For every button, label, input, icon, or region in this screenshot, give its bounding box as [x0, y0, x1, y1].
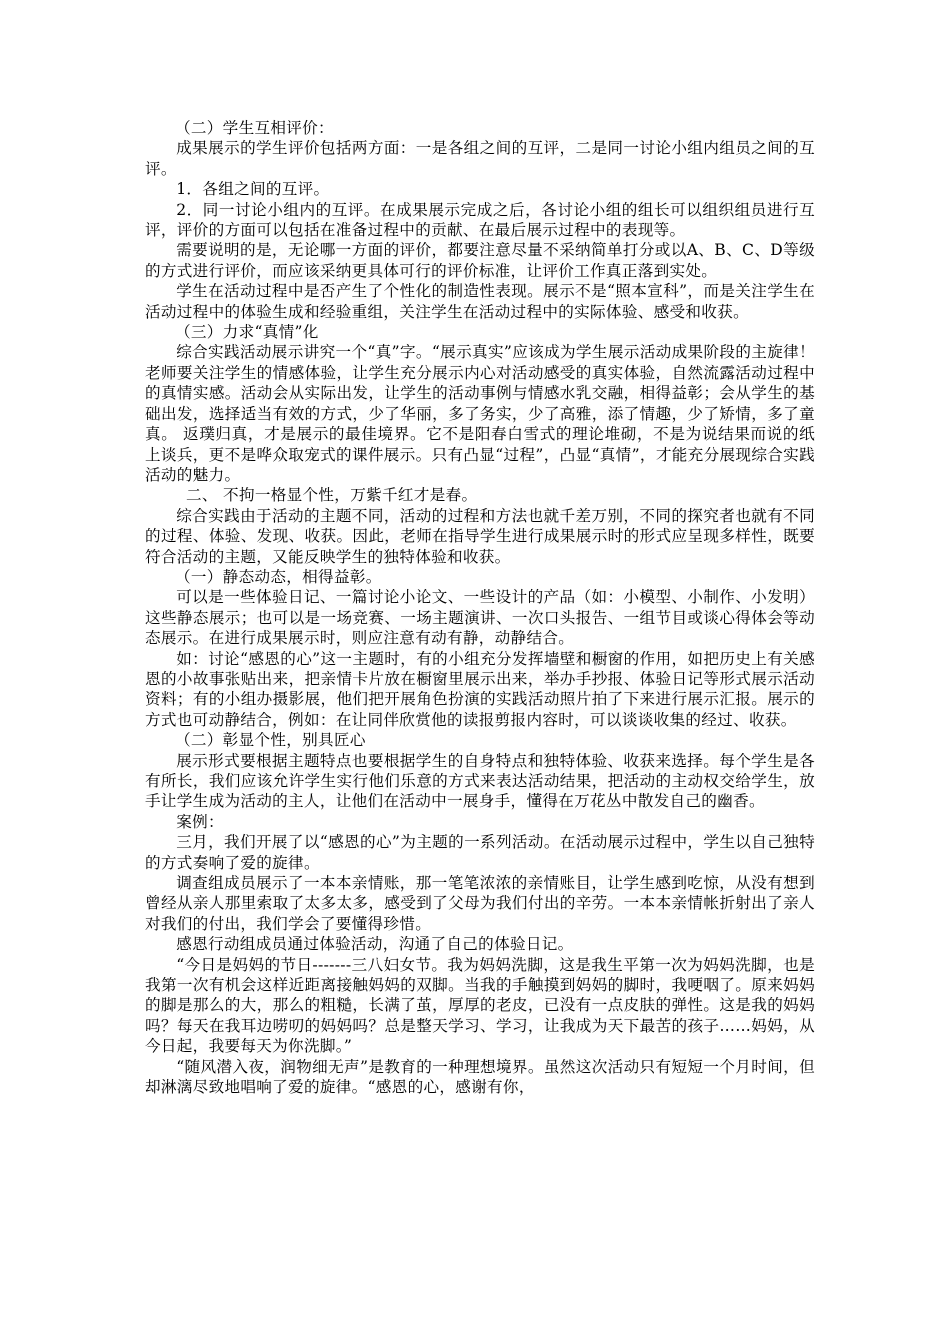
section-heading-sincerity: （三）力求“真情”化	[175, 323, 319, 342]
section-heading-individuality: （二）彰显个性，别具匠心	[175, 731, 366, 750]
paragraph: 综合实践活动展示讲究一个“真”字。“展示真实”应该成为学生展示活动成果阶段的主旋律！老师要关注学生的情感体验，让学生充分展示内心对活动感受的真实体验，自然流露活动过程中的真情实感。活动会从实际出发，让学生的活动事例与情感水乳交融，相得益彰；会从学生的基础出发，选择适当有效的方式，少了华丽，多了务实，少了高雅，添了情趣，少了矫情，多了童真。 返璞归真，才是展示的最佳境界。它不是阳春白雪式的理论堆砌，不是为说结果而说的纸上谈兵，更不是哗众取宠式的课件展示。只有凸显“过程”，凸显“真情”，才能充分展现综合实践活动的魅力。	[145, 343, 815, 484]
section-heading-main-two: 二、 不拘一格显个性，万紫千红才是春。	[186, 486, 478, 505]
case-label: 案例：	[176, 812, 224, 831]
section-heading-student-mutual-evaluation: （二）学生互相评价：	[175, 119, 334, 137]
paragraph: 需要说明的是，无论哪一方面的评价，都要注意尽量不采纳简单打分或以A、B、C、D等级的方式进行评价，而应该采纳更具体可行的评价标准，让评价工作真正落到实处。	[145, 241, 815, 280]
paragraph: 如：讨论“感恩的心”这一主题时，有的小组充分发挥墙壁和橱窗的作用，如把历史上有关感恩的小故事张贴出来，把亲情卡片放在橱窗里展示出来，举办手抄报、体验日记等形式展示活动资料；有的小组办摄影展，他们把开展角色扮演的实践活动照片拍了下来进行展示汇报。展示的方式也可动静结合，例如：在让同伴欣赏他的读报剪报内容时，可以谈谈收集的经过、收获。	[145, 649, 815, 729]
list-item: 2．同一讨论小组内的互评。在成果展示完成之后，各讨论小组的组长可以组织组员进行互评，评价的方面可以包括在准备过程中的贡献、在最后展示过程中的表现等。	[145, 200, 815, 240]
diary-quote: “今日是妈妈的节日-------三八妇女节。我为妈妈洗脚，这是我生平第一次为妈妈洗脚，也是我第一次有机会这样近距离接触妈妈的双脚。当我的手触摸到妈妈的脚时，我哽咽了。原来妈妈的脚是那么的大，那么的粗糙，长满了茧，厚厚的老皮，已没有一点皮肤的弹性。这是我的妈妈吗？每天在我耳边唠叨的妈妈吗？总是整天学习、学习，让我成为天下最苦的孩子……妈妈，从今日起，我要每天为你洗脚。”	[145, 955, 815, 1056]
paragraph: “随风潜入夜，润物细无声”是教育的一种理想境界。虽然这次活动只有短短一个月时间，但却淋漓尽致地唱响了爱的旋律。“感恩的心，感谢有你，	[145, 1057, 815, 1097]
paragraph: 学生在活动过程中是否产生了个性化的制造性表现。展示不是“照本宣科”，而是关注学生在活动过程中的体验生成和经验重组，关注学生在活动过程中的实际体验、感受和收获。	[145, 282, 815, 321]
list-item: 1．各组之间的互评。	[176, 180, 330, 199]
section-heading-static-dynamic: （一）静态动态，相得益彰。	[175, 567, 382, 586]
paragraph: 成果展示的学生评价包括两方面：一是各组之间的互评，二是同一讨论小组内组员之间的互评。	[145, 139, 815, 178]
paragraph: 可以是一些体验日记、一篇讨论小论文、一些设计的产品（如：小模型、小制作、小发明）这些静态展示；也可以是一场竞赛、一场主题演讲、一次口头报告、一组节目或谈心得体会等动态展示。在进行成果展示时，则应注意有动有静，动静结合。	[145, 588, 815, 648]
paragraph: 展示形式要根据主题特点也要根据学生的自身特点和独特体验、收获来选择。每个学生是各有所长，我们应该允许学生实行他们乐意的方式来表达活动结果，把活动的主动权交给学生，放手让学生成为活动的主人，让他们在活动中一展身手，懂得在万花丛中散发自己的幽香。	[145, 751, 815, 811]
paragraph: 感恩行动组成员通过体验活动，沟通了自己的体验日记。	[176, 935, 574, 954]
paragraph: 综合实践由于活动的主题不同，活动的过程和方法也就千差万别，不同的探究者也就有不同的过程、体验、发现、收获。因此，老师在指导学生进行成果展示时的形式应呈现多样性，既要符合活动的主题，又能反映学生的独特体验和收获。	[145, 506, 815, 566]
paragraph: 调查组成员展示了一本本亲情账，那一笔笔浓浓的亲情账目，让学生感到吃惊，从没有想到曾经从亲人那里索取了太多太多，感受到了父母为我们付出的辛劳。一本本亲情帐折射出了亲人对我们的付出，我们学会了要懂得珍惜。	[145, 874, 815, 933]
document-body	[145, 118, 815, 1098]
paragraph: 三月，我们开展了以“感恩的心”为主题的一系列活动。在活动展示过程中，学生以自己独特的方式奏响了爱的旋律。	[145, 833, 815, 872]
